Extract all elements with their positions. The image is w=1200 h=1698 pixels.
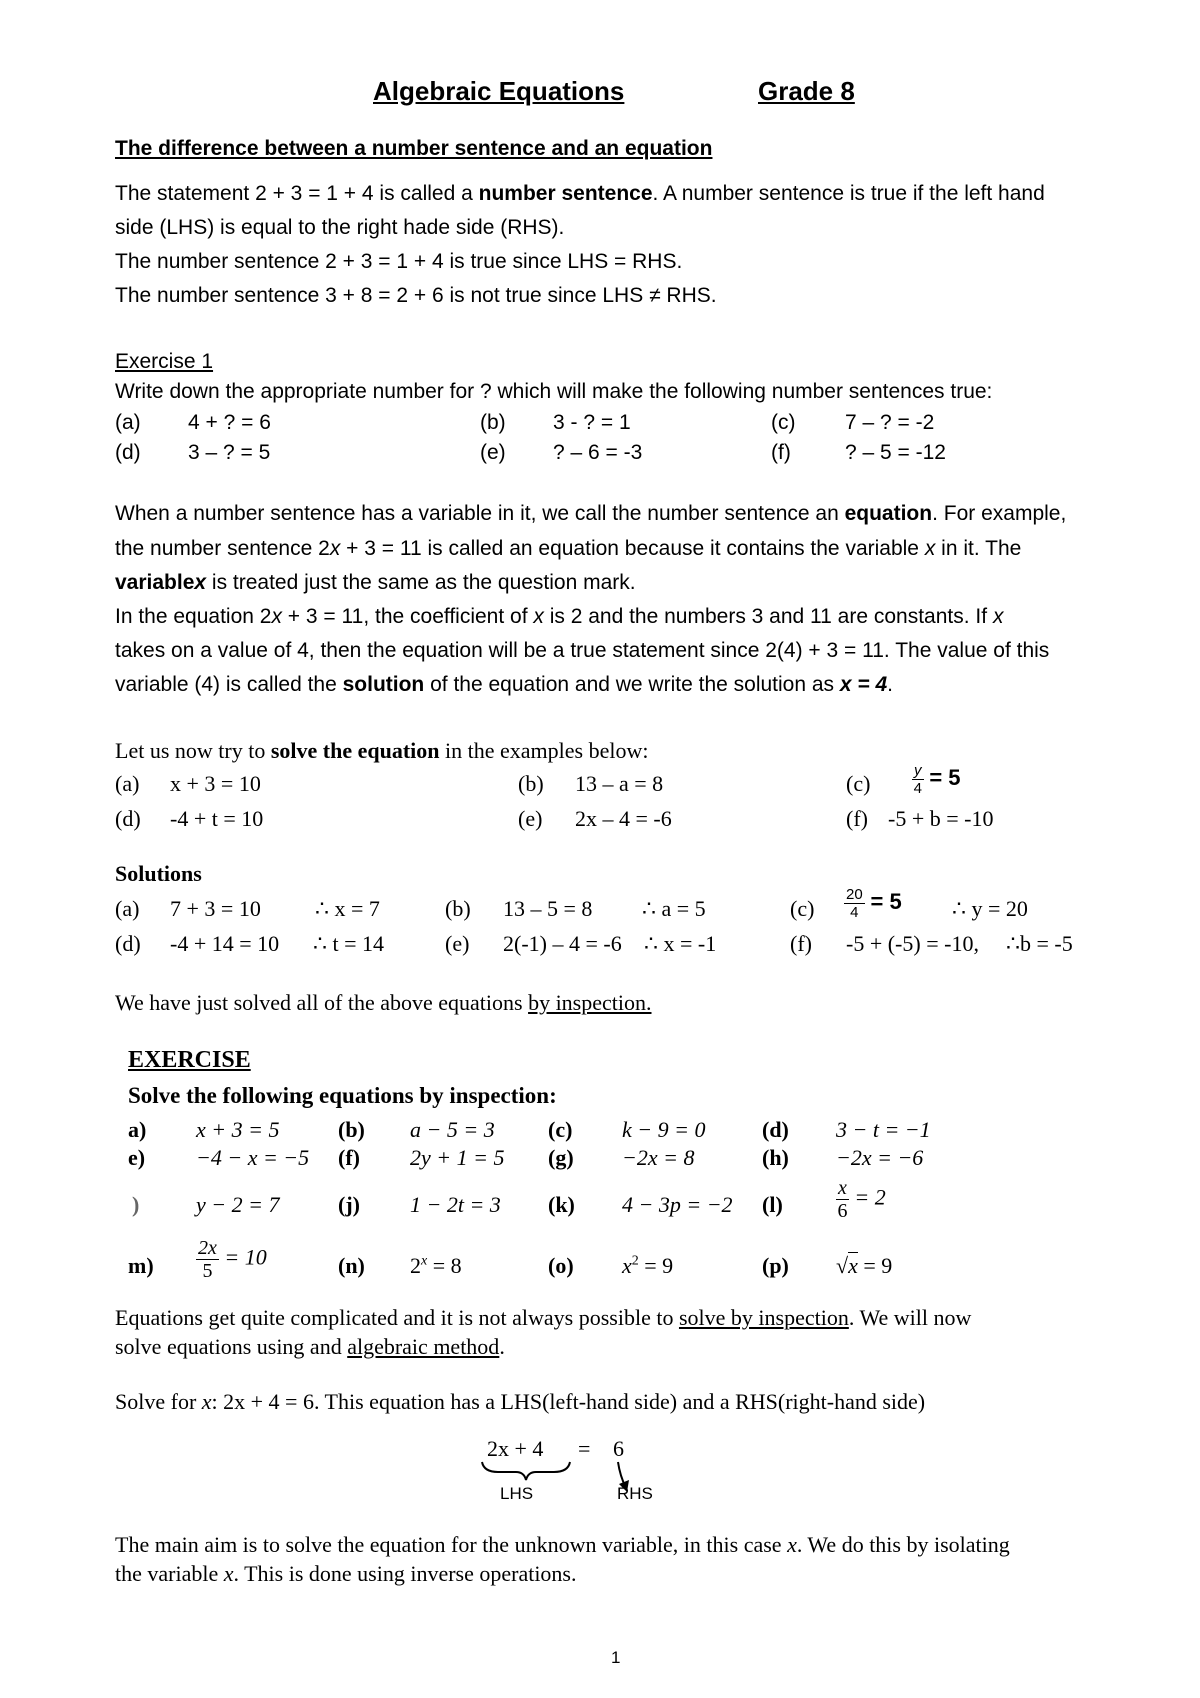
exercise2-label: (o) xyxy=(548,1253,574,1278)
exercise2-fraction: $\frac{x}{6}$ = 2 xyxy=(837,1177,886,1222)
exercise1-label: (a) xyxy=(115,411,141,434)
exercise2-label: (l) xyxy=(762,1192,783,1217)
rhs-label: RHS xyxy=(617,1484,653,1503)
exercise1-heading: Exercise 1 xyxy=(115,350,214,373)
exercise2-expr: 4 − 3p = −2 xyxy=(622,1192,733,1217)
grade-label: Grade 8 xyxy=(758,76,855,106)
exercise2-expr-power: $x^2 = 9$ xyxy=(622,1253,674,1278)
exercise2-label: (j) xyxy=(338,1192,360,1217)
exercise2-label: ) xyxy=(132,1192,140,1217)
exercise2-label: (k) xyxy=(548,1192,575,1217)
solution-expr: 7 + 3 = 10 xyxy=(170,896,261,921)
solution-expr: 2(-1) – 4 = -6 xyxy=(503,931,622,956)
exercise2-expr: −2x = 8 xyxy=(622,1145,695,1170)
paragraph-line: Equations get quite complicated and it is not always possible to solve by inspection. We will now xyxy=(115,1305,972,1330)
exercise2-label: (n) xyxy=(338,1253,365,1278)
page-number: 1 xyxy=(611,1648,621,1667)
document-title: Algebraic Equations xyxy=(373,76,625,106)
paragraph-line: the variable x. This is done using inverse operations. xyxy=(115,1561,577,1586)
solution-expr: 13 – 5 = 8 xyxy=(503,896,593,921)
exercise2-label: (p) xyxy=(762,1253,789,1278)
example-expr: 2x – 4 = -6 xyxy=(575,806,672,831)
exercise2-expr-root: √x = 9 xyxy=(836,1253,893,1278)
solution-fraction: $\frac{20}{4}$ = 5 xyxy=(846,886,902,921)
exercise2-expr: −4 − x = −5 xyxy=(196,1145,310,1170)
solution-expr: -4 + 14 = 10 xyxy=(170,931,280,956)
solution-label: (a) xyxy=(115,896,140,921)
exercise1-expr: 3 – ? = 5 xyxy=(188,441,271,464)
exercise1-label: (d) xyxy=(115,441,141,464)
solution-label: (c) xyxy=(790,896,815,921)
section-heading: The difference between a number sentence and an equation xyxy=(115,137,713,160)
paragraph-line: The main aim is to solve the equation for the unknown variable, in this case x. We do this by isolating xyxy=(115,1532,1010,1557)
example-expr: 13 – a = 8 xyxy=(575,771,664,796)
exercise1-expr: ? – 5 = -12 xyxy=(845,441,946,464)
exercise2-expr: k − 9 = 0 xyxy=(622,1117,706,1142)
paragraph-line: variable (4) is called the solution of the equation and we write the solution as x = 4. xyxy=(115,673,894,696)
solution-label: (d) xyxy=(115,931,141,956)
exercise2-label: (c) xyxy=(548,1117,573,1142)
exercise1-label: (c) xyxy=(771,411,796,434)
paragraph-line: solve equations using and algebraic method. xyxy=(115,1334,505,1359)
solutions-heading: Solutions xyxy=(115,861,202,886)
exercise1-expr: ? – 6 = -3 xyxy=(553,441,643,464)
exercise2-label: (f) xyxy=(338,1145,360,1170)
paragraph-line: In the equation 2x + 3 = 11, the coefficient of x is 2 and the numbers 3 and 11 are constants. If x xyxy=(115,605,1004,628)
solution-answer: ∴ x = -1 xyxy=(644,931,717,956)
diagram-rhs: 6 xyxy=(613,1436,624,1461)
exercise2-label: a) xyxy=(128,1117,147,1142)
exercise2-label: (h) xyxy=(762,1145,789,1170)
solution-answer: ∴b = -5 xyxy=(1006,931,1073,956)
exercise1-expr: 7 – ? = -2 xyxy=(845,411,935,434)
exercise2-expr: y − 2 = 7 xyxy=(196,1192,280,1217)
exercise2-expr: a − 5 = 3 xyxy=(410,1117,495,1142)
exercise2-expr: −2x = −6 xyxy=(836,1145,924,1170)
exercise2-fraction: $\frac{2x}{5}$ = 10 xyxy=(198,1237,267,1282)
solution-label: (b) xyxy=(445,896,471,921)
exercise1-expr: 3 - ? = 1 xyxy=(553,411,631,434)
exercise2-expr-power: $2^x = 8$ xyxy=(410,1253,462,1278)
exercise1-label: (f) xyxy=(771,441,791,464)
exercise2-label: (d) xyxy=(762,1117,789,1142)
exercise1-label: (b) xyxy=(480,411,506,434)
paragraph-line: The statement 2 + 3 = 1 + 4 is called a number sentence. A number sentence is true if the left hand xyxy=(115,182,1045,205)
diagram-lhs: 2x + 4 xyxy=(487,1436,544,1461)
paragraph-line: the number sentence 2x + 3 = 11 is called an equation because it contains the variable x in it. The xyxy=(115,537,1022,560)
example-label: (b) xyxy=(518,771,544,796)
paragraph-line: Solve for x: 2x + 4 = 6. This equation has a LHS(left-hand side) and a RHS(right-hand side) xyxy=(115,1389,926,1414)
paragraph-line: When a number sentence has a variable in it, we call the number sentence an equation. For example, xyxy=(115,502,1067,525)
example-label: (f) xyxy=(846,806,868,831)
paragraph-line: The number sentence 2 + 3 = 1 + 4 is true since LHS = RHS. xyxy=(115,250,683,273)
exercise2-expr: 1 − 2t = 3 xyxy=(410,1192,501,1217)
example-label: (e) xyxy=(518,806,543,831)
example-label: (d) xyxy=(115,806,141,831)
examples-intro: Let us now try to solve the equation in the examples below: xyxy=(115,738,649,763)
exercise2-label: (g) xyxy=(548,1145,574,1170)
exercise2-heading: EXERCISE xyxy=(128,1047,251,1073)
example-expr: -5 + b = -10 xyxy=(888,806,994,831)
exercise1-label: (e) xyxy=(480,441,506,464)
exercise2-label: m) xyxy=(128,1253,154,1278)
diagram-equals: = xyxy=(578,1436,591,1461)
exercise1-expr: 4 + ? = 6 xyxy=(188,411,271,434)
exercise2-label: e) xyxy=(128,1145,146,1170)
paragraph-line: takes on a value of 4, then the equation will be a true statement since 2(4) + 3 = 11. The value of this xyxy=(115,639,1050,662)
solution-answer: ∴ x = 7 xyxy=(315,896,380,921)
paragraph-line: variablex is treated just the same as the question mark. xyxy=(115,571,636,594)
exercise2-label: (b) xyxy=(338,1117,365,1142)
paragraph-line: The number sentence 3 + 8 = 2 + 6 is not true since LHS ≠ RHS. xyxy=(115,284,717,307)
example-label: (a) xyxy=(115,771,140,796)
example-expr: -4 + t = 10 xyxy=(170,806,264,831)
exercise2-expr: 3 − t = −1 xyxy=(836,1117,931,1142)
solutions-note: We have just solved all of the above equations by inspection. xyxy=(115,990,652,1015)
lhs-label: LHS xyxy=(500,1484,534,1503)
solution-answer: ∴ y = 20 xyxy=(952,896,1028,921)
exercise1-instruction: Write down the appropriate number for ? which will make the following number sentences true: xyxy=(115,380,993,403)
solution-answer: ∴ a = 5 xyxy=(642,896,706,921)
solution-label: (f) xyxy=(790,931,812,956)
example-label: (c) xyxy=(846,771,871,796)
paragraph-line: side (LHS) is equal to the right hade side (RHS). xyxy=(115,216,565,239)
exercise2-instruction: Solve the following equations by inspection: xyxy=(128,1083,557,1108)
example-fraction: $\frac{y}{4}$ = 5 xyxy=(913,762,961,797)
solution-label: (e) xyxy=(445,931,470,956)
exercise2-expr: 2y + 1 = 5 xyxy=(410,1145,505,1170)
exercise2-expr: x + 3 = 5 xyxy=(196,1117,280,1142)
solution-expr: -5 + (-5) = -10, xyxy=(846,931,979,956)
solution-answer: ∴ t = 14 xyxy=(313,931,385,956)
example-expr: x + 3 = 10 xyxy=(170,771,261,796)
